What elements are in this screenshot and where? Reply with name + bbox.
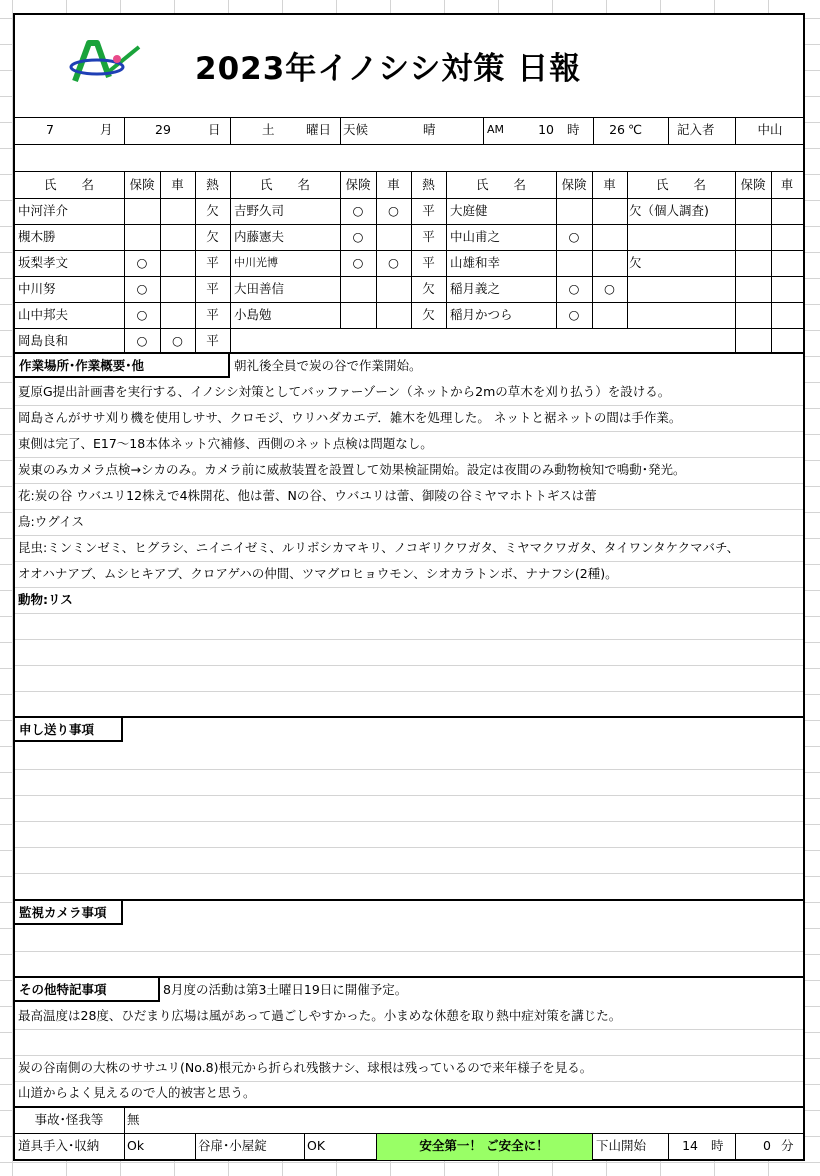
member-car: ○ bbox=[172, 333, 183, 348]
member-heat: 平 bbox=[422, 229, 435, 244]
other-line: 最高温度は28度、ひだまり広場は風があって過ごしやすかった。小まめな休憩を取り熱中症対策を講じた。 bbox=[18, 1008, 622, 1023]
member-insurance: ○ bbox=[352, 255, 364, 270]
header-name: 氏 名 bbox=[475, 177, 526, 192]
info-row bbox=[15, 118, 803, 144]
member-name: 中河洋介 bbox=[18, 203, 69, 218]
member-name: 大庭健 bbox=[450, 203, 488, 218]
handover-section-title: 申し送り事項 bbox=[15, 718, 123, 742]
member-name: 稲月義之 bbox=[450, 281, 501, 296]
header-car: 車 bbox=[603, 177, 616, 192]
member-name: 中山甫之 bbox=[450, 229, 501, 244]
header-insurance: 保険 bbox=[345, 177, 371, 192]
member-name: 内藤憲夫 bbox=[234, 229, 285, 244]
member-insurance bbox=[556, 199, 592, 223]
header-heat: 熱 bbox=[422, 177, 435, 192]
member-car bbox=[592, 225, 627, 249]
hour-label: 時 bbox=[711, 1138, 724, 1153]
member-heat: 欠（個人調査) bbox=[629, 203, 709, 218]
member-car bbox=[160, 199, 195, 223]
header-car: 車 bbox=[171, 177, 184, 192]
weekday-value: 土 bbox=[262, 122, 275, 137]
minute-label: 分 bbox=[781, 1138, 794, 1153]
member-insurance: ○ bbox=[352, 229, 364, 244]
month-label: 月 bbox=[100, 122, 113, 137]
member-car bbox=[160, 303, 195, 327]
weather-value: 晴 bbox=[423, 122, 436, 137]
member-car bbox=[376, 225, 411, 249]
work-line: 動物:リス bbox=[18, 592, 73, 607]
member-heat bbox=[629, 303, 729, 327]
member-insurance bbox=[124, 199, 160, 223]
day-value: 29 bbox=[155, 122, 171, 137]
member-insurance bbox=[340, 303, 376, 327]
recorder-value: 中山 bbox=[757, 122, 783, 137]
member-heat: 平 bbox=[206, 333, 219, 348]
work-line: 炭東のみカメラ点検→シカのみ。カメラ前に威赦装置を設置して効果検証開始。設定は夜間のみ動物検知で鳴動･発光。 bbox=[18, 462, 686, 477]
member-heat: 欠 bbox=[422, 307, 435, 322]
member-insurance: ○ bbox=[568, 307, 580, 322]
member-insurance: ○ bbox=[136, 255, 148, 270]
day-label: 日 bbox=[208, 122, 221, 137]
footer bbox=[15, 1108, 803, 1161]
member-car bbox=[160, 225, 195, 249]
attendance-table bbox=[15, 172, 803, 352]
other-notes-section-title: その他特記事項 bbox=[15, 978, 160, 1002]
work-line: 昆虫:ミンミンゼミ、ヒグラシ、ニイニイゼミ、ルリボシカマキリ、ノコギリクワガタ、ミヤマクワガタ、タイワンタケクマバチ、 bbox=[18, 540, 740, 555]
camera-section-title: 監視カメラ事項 bbox=[15, 901, 123, 925]
member-heat: 欠 bbox=[629, 255, 642, 270]
header-heat: 熱 bbox=[206, 177, 219, 192]
other-line: 山道からよく見えるので人的被害と思う。 bbox=[18, 1085, 256, 1100]
member-name: 吉野久司 bbox=[234, 203, 285, 218]
member-name: 大田善信 bbox=[234, 281, 285, 296]
hour-label: 時 bbox=[567, 122, 580, 137]
member-insurance bbox=[340, 277, 376, 301]
member-insurance: ○ bbox=[136, 281, 148, 296]
recorder-label: 記入者 bbox=[677, 122, 715, 137]
member-heat: 平 bbox=[206, 255, 219, 270]
tools-value: Ok bbox=[127, 1138, 145, 1153]
member-name: 槻木勝 bbox=[18, 229, 56, 244]
tools-label: 道具手入･収納 bbox=[18, 1138, 100, 1153]
member-car: ○ bbox=[388, 255, 399, 270]
member-car bbox=[160, 251, 195, 275]
member-insurance: ○ bbox=[136, 333, 148, 348]
descent-minute: 0 bbox=[763, 1138, 771, 1153]
work-section-title: 作業場所･作業概要･他 bbox=[15, 354, 230, 378]
member-car bbox=[376, 303, 411, 327]
header-car: 車 bbox=[387, 177, 400, 192]
member-name: 岡島良和 bbox=[18, 333, 69, 348]
member-insurance: ○ bbox=[568, 281, 580, 296]
header-name: 氏 名 bbox=[655, 177, 706, 192]
descent-hour: 14 bbox=[682, 1138, 698, 1153]
member-insurance: ○ bbox=[568, 229, 580, 244]
month-value: 7 bbox=[46, 122, 54, 137]
work-line: オオハナアブ、ムシヒキアブ、クロアゲハの仲間、ツマグロヒョウモン、シオカラトンボ、ナナフシ(2種)。 bbox=[18, 566, 618, 581]
page-title: 2023年イノシシ対策 日報 bbox=[195, 51, 582, 87]
accident-label: 事故･怪我等 bbox=[34, 1112, 104, 1127]
work-line: 鳥:ウグイス bbox=[18, 514, 84, 529]
member-name: 稲月かつら bbox=[450, 307, 513, 322]
member-car: ○ bbox=[604, 281, 615, 296]
header-insurance: 保険 bbox=[740, 177, 766, 192]
ampm-value: AM bbox=[487, 123, 505, 136]
other-first-line: 8月度の活動は第3土曜日19日に開催予定。 bbox=[163, 982, 408, 997]
header-name: 氏 名 bbox=[43, 177, 94, 192]
safety-slogan: 安全第一！ ご安全に！ bbox=[376, 1134, 592, 1160]
door-value: OK bbox=[307, 1138, 326, 1153]
temp-unit: ℃ bbox=[628, 122, 643, 137]
daily-report-sheet bbox=[13, 13, 805, 1161]
member-insurance bbox=[124, 225, 160, 249]
member-name: 中川光博 bbox=[234, 256, 278, 269]
member-heat: 欠 bbox=[206, 229, 219, 244]
hour-value: 10 bbox=[538, 122, 554, 137]
member-car bbox=[160, 277, 195, 301]
weather-label: 天候 bbox=[343, 122, 369, 137]
member-name: 山中邦夫 bbox=[18, 307, 69, 322]
member-name: 中川努 bbox=[18, 281, 56, 296]
member-car bbox=[376, 277, 411, 301]
work-line: 東側は完了、E17～18本体ネット穴補修、西側のネット点検は問題なし。 bbox=[18, 436, 433, 451]
member-name: 坂梨孝文 bbox=[18, 255, 69, 270]
member-heat bbox=[629, 225, 729, 249]
work-line: 夏原G提出計画書を実行する、イノシシ対策としてバッファーゾーン（ネットから2mの草木を刈り払う）を設ける。 bbox=[18, 384, 671, 399]
other-notes-section bbox=[15, 978, 803, 1106]
member-heat: 欠 bbox=[206, 203, 219, 218]
member-name: 山雄和幸 bbox=[450, 255, 501, 270]
door-label: 谷扉･小屋錠 bbox=[198, 1138, 267, 1153]
member-heat: 平 bbox=[422, 255, 435, 270]
member-heat: 平 bbox=[206, 307, 219, 322]
member-car bbox=[592, 303, 627, 327]
member-insurance: ○ bbox=[136, 307, 148, 322]
member-car bbox=[592, 199, 627, 223]
member-heat bbox=[629, 277, 729, 301]
work-first-line: 朝礼後全員で炭の谷で作業開始。 bbox=[234, 358, 422, 373]
weekday-label: 曜日 bbox=[306, 122, 332, 137]
header-insurance: 保険 bbox=[129, 177, 155, 192]
accident-value: 無 bbox=[127, 1112, 140, 1127]
camera-section bbox=[15, 901, 803, 975]
header-insurance: 保険 bbox=[561, 177, 587, 192]
member-car bbox=[592, 251, 627, 275]
member-name: 小島勉 bbox=[234, 307, 272, 322]
member-heat: 平 bbox=[422, 203, 435, 218]
descent-label: 下山開始 bbox=[596, 1138, 647, 1153]
other-line: 炭の谷南側の大株のササユリ(No.8)根元から折られ残骸ナシ、球根は残っているので来年様子を見る。 bbox=[18, 1060, 593, 1075]
header-car: 車 bbox=[780, 177, 794, 192]
member-car: ○ bbox=[388, 203, 399, 218]
member-insurance bbox=[556, 251, 592, 275]
work-line: 花:炭の谷 ウバユリ12株えで4株開花、他は蕾、Nの谷、ウバユリは蕾、御陵の谷ミヤマホトトギスは蕾 bbox=[18, 488, 597, 503]
work-line: 岡島さんがササ刈り機を使用しササ、クロモジ、ウリハダカエデ．雑木を処理した。 ネットと裾ネットの間は手作業。 bbox=[18, 410, 682, 425]
temp-value: 26 bbox=[609, 122, 625, 137]
header-name: 氏 名 bbox=[259, 177, 310, 192]
member-insurance: ○ bbox=[352, 203, 364, 218]
organization-logo-icon bbox=[67, 37, 147, 87]
member-heat: 欠 bbox=[422, 281, 435, 296]
member-heat: 平 bbox=[206, 281, 219, 296]
